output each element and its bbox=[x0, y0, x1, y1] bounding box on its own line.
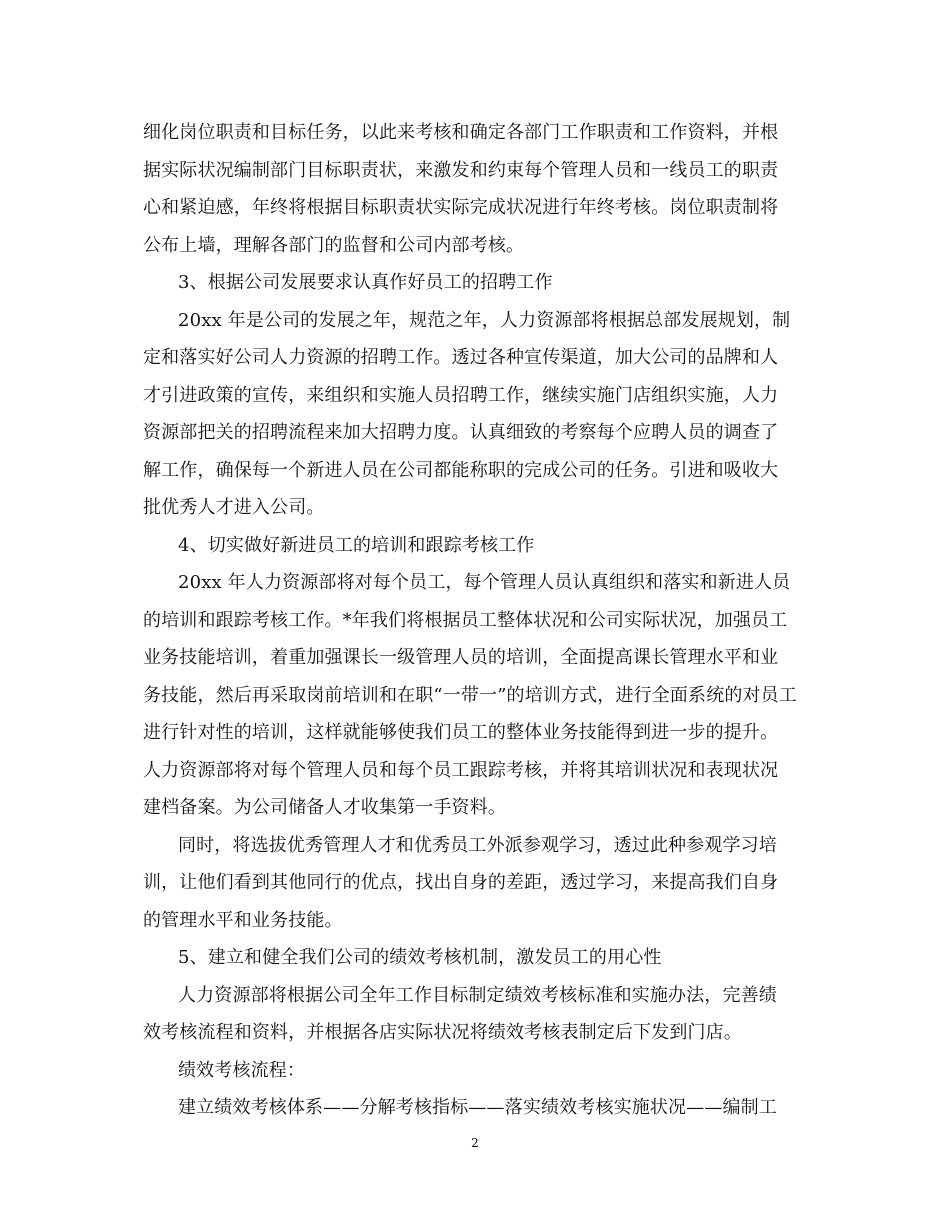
section-heading: 4、切实做好新进员工的培训和跟踪考核工作 bbox=[178, 534, 535, 556]
text-line: 业务技能培训，着重加强课长一级管理人员的培训，全面提高课长管理水平和业 bbox=[143, 647, 779, 668]
text-line: 人力资源部将对每个管理人员和每个员工跟踪考核，并将其培训状况和表现状况 bbox=[143, 759, 779, 781]
paragraph-first-line: 人力资源部将根据公司全年工作目标制定绩效考核标准和实施办法，完善绩 bbox=[178, 984, 777, 1006]
text-line: 定和落实好公司人力资源的招聘工作。透过各种宣传渠道，加大公司的品牌和人 bbox=[143, 347, 779, 368]
subheading: 绩效考核流程： bbox=[178, 1059, 306, 1081]
paragraph-first-line: 同时，将选拔优秀管理人才和优秀员工外派参观学习，透过此种参观学习培 bbox=[178, 834, 777, 856]
text-line: 据实际状况编制部门目标职责状，来激发和约束每个管理人员和一线员工的职责 bbox=[143, 159, 779, 181]
text-line: 才引进政策的宣传，来组织和实施人员招聘工作，继续实施门店组织实施，人力 bbox=[143, 384, 779, 406]
section-heading: 5、建立和健全我们公司的绩效考核机制，激发员工的用心性 bbox=[178, 947, 662, 968]
text-line: 务技能，然后再采取岗前培训和在职“一带一”的培训方式，进行全面系统的对员工 bbox=[143, 684, 797, 706]
text-line: 建档备案。为公司储备人才收集第一手资料。 bbox=[143, 797, 506, 818]
text-line: 进行针对性的培训，这样就能够使我们员工的整体业务技能得到进一步的提升。 bbox=[143, 722, 779, 743]
text-line: 的培训和跟踪考核工作。*年我们将根据员工整体状况和公司实际状况，加强员工 bbox=[143, 609, 788, 631]
text-line: 细化岗位职责和目标任务，以此来考核和确定各部门工作职责和工作资料，并根 bbox=[143, 122, 779, 143]
paragraph-first-line: 20xx 年是公司的发展之年，规范之年，人力资源部将根据总部发展规划，制 bbox=[178, 309, 791, 331]
text-line: 的管理水平和业务技能。 bbox=[143, 909, 343, 931]
paragraph-first-line: 建立绩效考核体系——分解考核指标——落实绩效考核实施状况——编制工 bbox=[178, 1097, 777, 1118]
text-line: 公布上墙，理解各部门的监督和公司内部考核。 bbox=[143, 234, 525, 256]
text-line: 效考核流程和资料，并根据各店实际状况将绩效考核表制定后下发到门店。 bbox=[143, 1022, 742, 1043]
paragraph-first-line: 20xx 年人力资源部将对每个员工，每个管理人员认真组织和落实和新进人员 bbox=[178, 572, 791, 593]
section-heading: 3、根据公司发展要求认真作好员工的招聘工作 bbox=[178, 272, 553, 293]
text-line: 心和紧迫感，年终将根据目标职责状实际完成状况进行年终考核。岗位职责制将 bbox=[143, 197, 779, 218]
document-body bbox=[143, 114, 815, 1127]
text-line: 资源部把关的招聘流程来加大招聘力度。认真细致的考察每个应聘人员的调查了 bbox=[143, 422, 779, 443]
text-line: 训，让他们看到其他同行的优点，找出自身的差距，透过学习，来提高我们自身 bbox=[143, 872, 779, 893]
page-number: 2 bbox=[471, 1136, 479, 1150]
text-line: 解工作，确保每一个新进人员在公司都能称职的完成公司的任务。引进和吸收大 bbox=[143, 459, 779, 481]
text-line: 批优秀人才进入公司。 bbox=[143, 497, 325, 518]
